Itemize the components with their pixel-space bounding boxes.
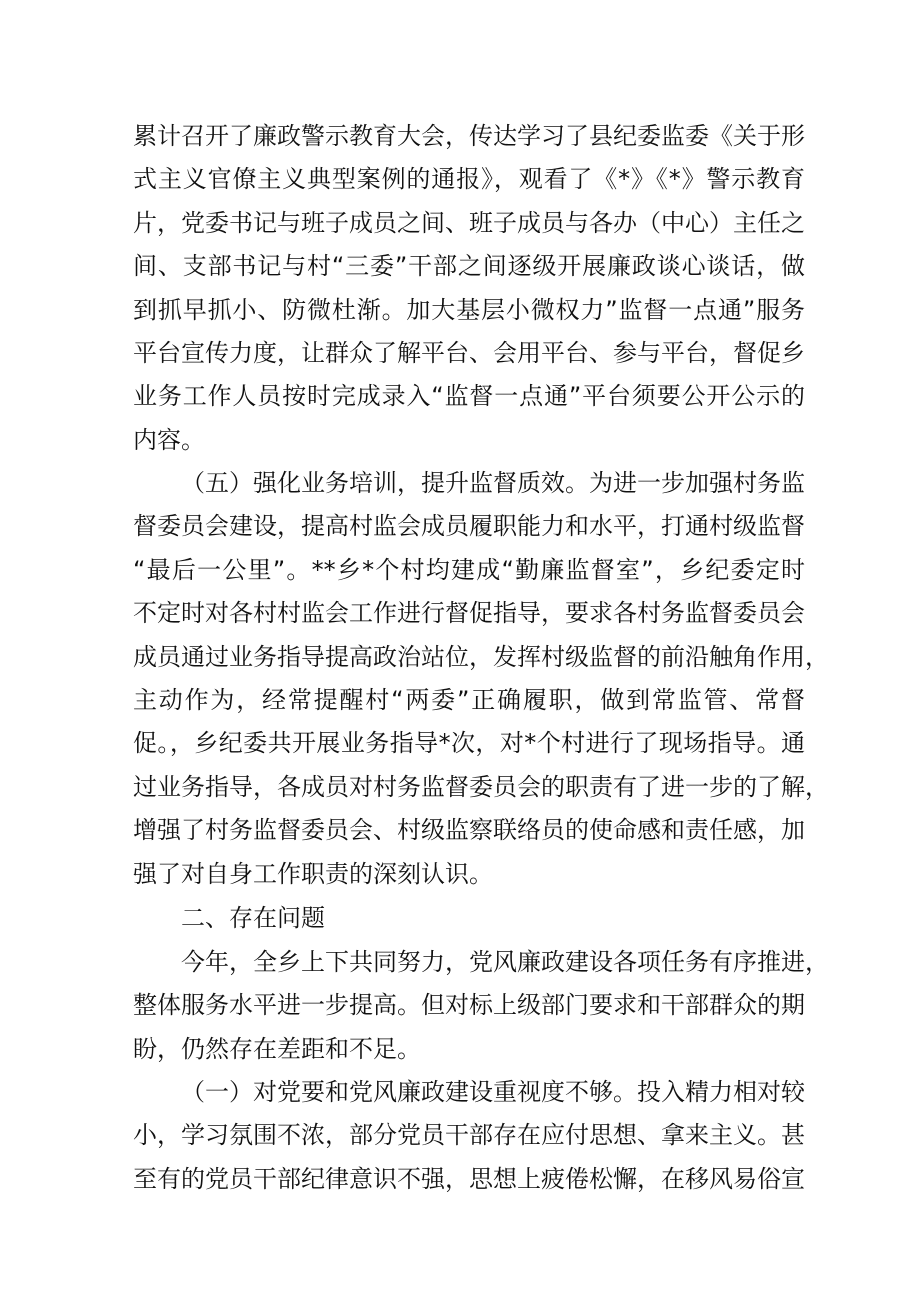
section-heading xyxy=(133,897,805,940)
text-line: 增强了村务监督委员会、村级监察联络员的使命感和责任感，加 xyxy=(133,816,805,845)
text-line: 强了对自身工作职责的深刻认识。 xyxy=(133,859,493,888)
text-line: 不定时对各村村监会工作进行督促指导，要求各村务监督委员会 xyxy=(133,599,805,628)
text-line: 累计召开了廉政警示教育大会，传达学习了县纪委监委《关于形 xyxy=(133,122,805,150)
text-line: 小，学习氛围不浓，部分党员干部存在应付思想、拿来主义。甚 xyxy=(133,1121,805,1150)
text-line: 今年，全乡上下共同努力，党风廉政建设各项任务有序推进， xyxy=(181,948,829,976)
text-line: 督委员会建设，提高村监会成员履职能力和水平，打通村级监督 xyxy=(133,512,805,541)
text-line: 间、支部书记与村“三委”干部之间逐级开展廉政谈心谈话，做 xyxy=(133,252,805,281)
text-line: 片，党委书记与班子成员之间、班子成员与各办（中心）主任之 xyxy=(133,208,805,237)
text-line: 业务工作人员按时完成录入“监督一点通”平台须要公开公示的 xyxy=(133,382,805,411)
paragraph-training xyxy=(133,462,829,896)
text-line: 式主义官僚主义典型案例的通报》，观看了《*》《*》警示教育 xyxy=(133,165,805,194)
paragraph-continuation xyxy=(133,115,805,462)
text-line: （一）对党要和党风廉政建设重视度不够。投入精力相对较 xyxy=(181,1078,805,1106)
text-line: 盼，仍然存在差距和不足。 xyxy=(133,1034,421,1063)
text-line: 内容。 xyxy=(133,425,205,454)
text-line: 成员通过业务指导提高政治站位，发挥村级监督的前沿触角作用， xyxy=(133,642,829,671)
text-line: 到抓早抓小、防微杜渐。加大基层小微权力”监督一点通”服务 xyxy=(133,295,805,324)
text-line: 平台宣传力度，让群众了解平台、会用平台、参与平台，督促乡 xyxy=(133,338,805,367)
text-line: （五）强化业务培训，提升监督质效。为进一步加强村务监 xyxy=(181,469,805,497)
section-heading-text: 二、存在问题 xyxy=(181,904,325,932)
text-line: 过业务指导，各成员对村务监督委员会的职责有了进一步的了解， xyxy=(133,772,829,801)
text-line: 主动作为，经常提醒村“两委”正确履职，做到常监管、常督 xyxy=(133,685,805,714)
text-line: 至有的党员干部纪律意识不强，思想上疲倦松懈，在移风易俗宣 xyxy=(133,1164,805,1193)
text-line: “最后一公里”。**乡*个村均建成“勤廉监督室”，乡纪委定时 xyxy=(133,555,805,584)
paragraph-issue-one xyxy=(133,1071,805,1201)
text-line: 促。，乡纪委共开展业务指导*次，对*个村进行了现场指导。通 xyxy=(133,729,805,758)
text-line: 整体服务水平进一步提高。但对标上级部门要求和干部群众的期 xyxy=(133,991,805,1020)
paragraph-intro xyxy=(133,941,829,1071)
